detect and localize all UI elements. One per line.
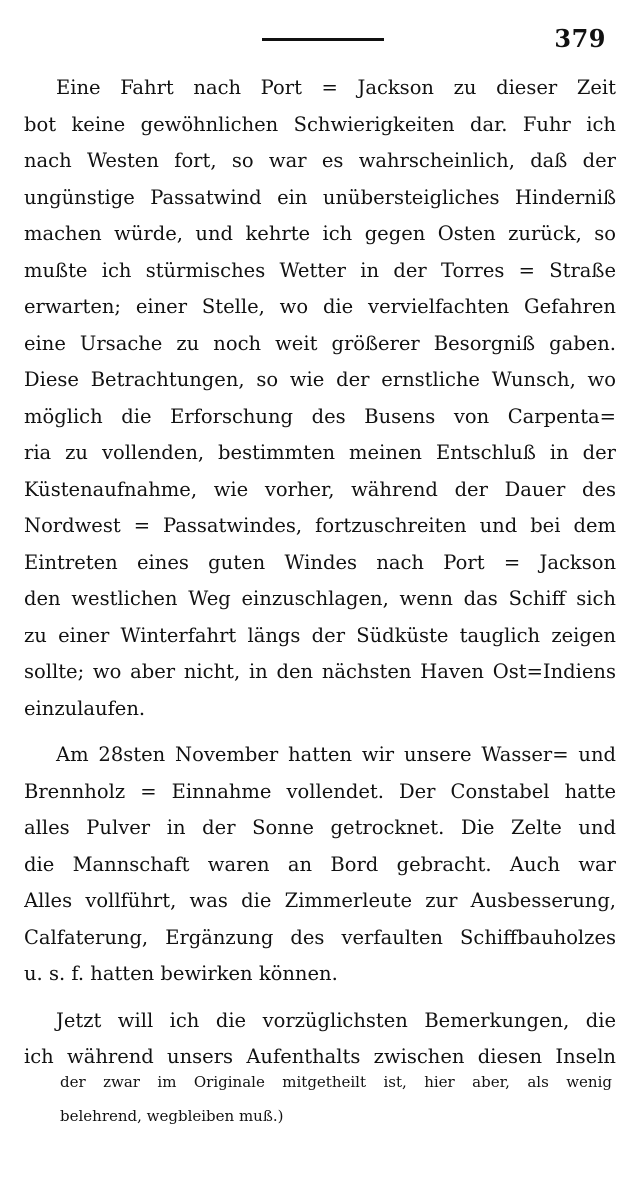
body-text: [24, 70, 616, 1076]
footnote-line: belehrend, wegbleiben muß.): [60, 1107, 284, 1125]
text-line: ich während unsers Aufenthalts zwischen diesen Inseln: [24, 1045, 616, 1068]
text-line: zu einer Winterfahrt längs der Südküste tauglich zeigen: [24, 623, 616, 647]
text-line: ria zu vollenden, bestimmten meinen Entschluß in der: [24, 441, 616, 464]
text-line: die Mannschaft waren an Bord gebracht. Auch war: [24, 852, 616, 876]
text-line: Alles vollführt, was die Zimmerleute zur Ausbesserung,: [24, 889, 616, 912]
text-line: nach Westen fort, so war es wahrscheinlich, daß der: [24, 149, 616, 172]
text-line: mußte ich stürmisches Wetter in der Torres = Straße: [24, 258, 616, 282]
text-line: den westlichen Weg einzuschlagen, wenn das Schiff sich: [24, 587, 616, 610]
text-line: sollte; wo aber nicht, in den nächsten Haven Ost=Indiens: [24, 660, 616, 683]
text-line: eine Ursache zu noch weit größerer Besorgniß gaben.: [24, 331, 616, 355]
text-line: Am 28sten November hatten wir unsere Wasser= und: [56, 743, 616, 766]
text-line: Eintreten eines guten Windes nach Port = Jackson: [24, 550, 616, 574]
text-line: Jetzt will ich die vorzüglichsten Bemerkungen, die: [56, 1008, 616, 1032]
text-line: einzulaufen.: [24, 696, 146, 720]
text-line: Nordwest = Passatwindes, fortzuschreiten und bei dem: [24, 514, 616, 537]
header-rule: [262, 38, 384, 41]
text-line: u. s. f. hatten bewirken können.: [24, 962, 338, 985]
paragraph-2: [24, 737, 616, 993]
text-line: ungünstige Passatwind ein unübersteigliches Hinderniß: [24, 185, 616, 209]
paragraph-1: [24, 70, 616, 727]
footnote: [60, 1065, 612, 1133]
text-line: bot keine gewöhnlichen Schwierigkeiten dar. Fuhr ich: [24, 112, 616, 136]
text-line: Brennholz = Einnahme vollendet. Der Constabel hatte: [24, 779, 616, 803]
footnote-line: der zwar im Originale mitgetheilt ist, hier aber, als wenig: [60, 1073, 612, 1091]
text-line: Eine Fahrt nach Port = Jackson zu dieser Zeit: [56, 76, 616, 99]
text-line: Küstenaufnahme, wie vorher, während der Dauer des: [24, 477, 616, 501]
page-number: 379: [554, 24, 606, 53]
text-line: erwarten; einer Stelle, wo die vervielfachten Gefahren: [24, 295, 616, 318]
text-line: möglich die Erforschung des Busens von Carpenta=: [24, 404, 616, 428]
paragraph-gap: [24, 993, 616, 1003]
text-line: Diese Betrachtungen, so wie der ernstliche Wunsch, wo: [24, 368, 616, 391]
text-line: Calfaterung, Ergänzung des verfaulten Schiffbauholzes: [24, 925, 616, 949]
text-line: machen würde, und kehrte ich gegen Osten zurück, so: [24, 222, 616, 245]
paragraph-gap: [24, 727, 616, 737]
text-line: alles Pulver in der Sonne getrocknet. Die Zelte und: [24, 816, 616, 839]
